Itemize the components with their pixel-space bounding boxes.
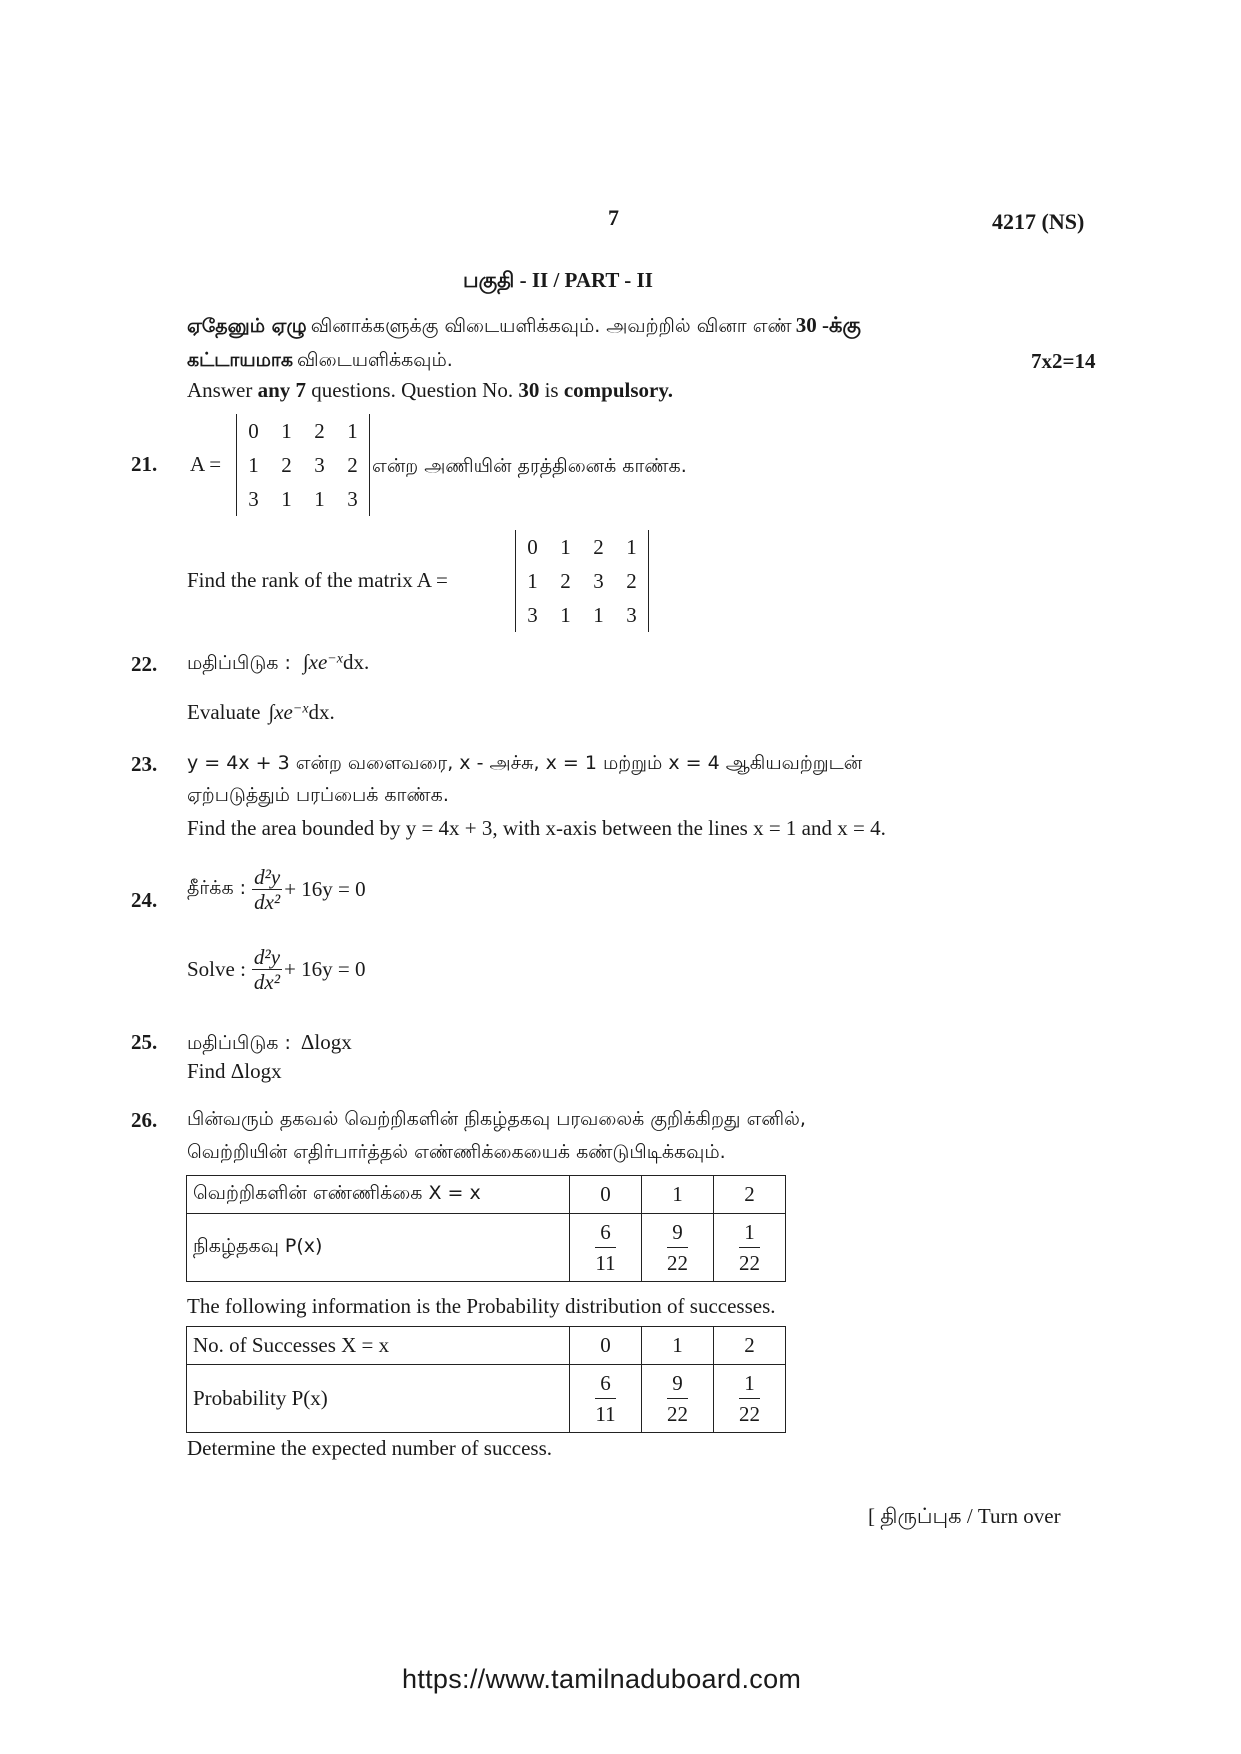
matrix-cell: 1 (314, 486, 325, 511)
matrix-cell: 0 (248, 418, 259, 443)
table-row-label: Probability P(x) (187, 1365, 570, 1433)
question-number: 24. (131, 888, 158, 912)
q25-english: Find Δlogx (187, 1059, 282, 1083)
text: Answer (187, 378, 253, 402)
table-row (187, 1365, 786, 1433)
matrix-row (516, 530, 648, 564)
instruction-number: 30 -க்கு (795, 313, 861, 337)
fraction (739, 1368, 760, 1429)
matrix-cell: 1 (626, 534, 637, 559)
table-cell: 2 (714, 1327, 786, 1365)
equation-rest: + 16y = 0 (284, 877, 366, 901)
derivative-fraction (252, 865, 282, 914)
q25-tamil (187, 1030, 352, 1057)
q26-tamil-line2: வெற்றியின் எதிர்பார்த்தல் எண்ணிக்கையைக் கண்டுபிடிக்கவும். (187, 1141, 726, 1163)
table-row-label: வெற்றிகளின் எண்ணிக்கை X = x (187, 1176, 570, 1214)
fraction-numerator: 1 (739, 1217, 760, 1248)
differential: dx. (342, 650, 370, 674)
fraction (739, 1217, 760, 1278)
matrix-cell: 2 (593, 534, 604, 559)
matrix-label: A = (190, 452, 222, 476)
matrix-row (516, 598, 648, 632)
table-row (187, 1327, 786, 1365)
fraction (595, 1368, 615, 1429)
matrix-row (237, 448, 369, 482)
table-cell (642, 1214, 714, 1282)
fraction-denominator: 22 (739, 1251, 760, 1275)
table-row-label: No. of Successes X = x (187, 1327, 570, 1365)
q21-tamil-text: என்ற அணியின் தரத்தினைக் காண்க. (372, 455, 687, 477)
matrix-cell: 3 (626, 602, 637, 627)
q23-tamil-line1: y = 4x + 3 என்ற வளைவரை, x - அச்சு, x = 1 மற்றும் x = 4 ஆகியவற்றுடன் (187, 752, 863, 774)
matrix-cell: 3 (593, 568, 604, 593)
derivative-fraction (252, 945, 282, 994)
fraction (667, 1217, 688, 1278)
q21-english-text: Find the rank of the matrix A = (187, 568, 448, 592)
text-bold: 30 (518, 378, 540, 402)
probability-table-tamil (186, 1175, 786, 1282)
question-label: தீர்க்க : (187, 877, 247, 899)
question-label: Evaluate (187, 700, 261, 724)
table-cell (570, 1214, 642, 1282)
fraction (595, 1217, 615, 1278)
fraction-denominator: 11 (595, 1402, 616, 1426)
fraction (667, 1368, 688, 1429)
table-cell: 0 (570, 1176, 642, 1214)
matrix-cell: 1 (248, 452, 259, 477)
matrix-cell: 1 (593, 602, 604, 627)
fraction-numerator: d²y (254, 865, 281, 889)
matrix-cell: 1 (281, 418, 292, 443)
instruction-bold: ஏதேனும் ஏழு (187, 315, 307, 337)
matrix-cell: 2 (560, 568, 571, 593)
q24-english (187, 945, 365, 994)
probability-table-english (186, 1326, 786, 1433)
page-number: 7 (608, 205, 619, 230)
integral: ∫xe (302, 650, 328, 674)
matrix-cell: 0 (527, 534, 538, 559)
question-number: 25. (131, 1030, 158, 1054)
fraction-denominator: 22 (667, 1251, 688, 1275)
question-number: 22. (131, 652, 158, 676)
marks: 7x2=14 (1031, 349, 1096, 373)
exponent: −x (327, 651, 343, 667)
question-label: மதிப்பிடுக : (187, 652, 291, 674)
paper-code: 4217 (NS) (992, 209, 1085, 234)
q26-english-task: Determine the expected number of success. (187, 1436, 553, 1460)
differential: dx. (308, 700, 335, 724)
table-cell (714, 1365, 786, 1433)
question-number: 21. (131, 452, 158, 476)
expression: Δlogx (300, 1030, 352, 1054)
table-row-label: நிகழ்தகவு P(x) (187, 1214, 570, 1282)
text-bold: compulsory. (563, 378, 673, 402)
q23-english: Find the area bounded by y = 4x + 3, with x-axis between the lines x = 1 and x = 4. (187, 816, 886, 840)
fraction-numerator: 9 (667, 1368, 688, 1399)
instruction-text: விடையளிக்கவும். (296, 349, 453, 371)
matrix-row (237, 414, 369, 448)
instruction-text: வினாக்களுக்கு விடையளிக்கவும். அவற்றில் வினா எண் (310, 315, 792, 337)
fraction-numerator: d²y (253, 945, 281, 969)
table-cell (570, 1365, 642, 1433)
table-cell: 2 (714, 1176, 786, 1214)
equation-rest: + 16y = 0 (284, 957, 366, 981)
table-cell: 1 (642, 1176, 714, 1214)
question-label: மதிப்பிடுக : (187, 1032, 291, 1054)
question-number: 26. (131, 1108, 158, 1132)
q26-english-intro: The following information is the Probability distribution of successes. (187, 1294, 776, 1318)
fraction-numerator: 6 (595, 1217, 615, 1248)
matrix-cell: 3 (248, 486, 259, 511)
table-cell: 0 (570, 1327, 642, 1365)
table-cell: 1 (642, 1327, 714, 1365)
matrix-cell: 2 (281, 452, 292, 477)
exponent: −x (292, 701, 309, 717)
fraction-denominator: dx² (253, 970, 281, 994)
fraction-denominator: 22 (739, 1402, 760, 1426)
section-title: பகுதி - II / PART - II (463, 268, 653, 292)
fraction-numerator: 6 (595, 1368, 615, 1399)
matrix-cell: 2 (626, 568, 637, 593)
matrix-cell: 1 (281, 486, 292, 511)
footer-url[interactable]: https://www.tamilnaduboard.com (402, 1664, 802, 1694)
fraction-denominator: 11 (595, 1251, 616, 1275)
q22-tamil (187, 650, 369, 677)
text: questions. Question No. (311, 378, 514, 402)
matrix (515, 530, 649, 632)
matrix-cell: 3 (314, 452, 325, 477)
fraction-numerator: 9 (667, 1217, 688, 1248)
matrix-cell: 2 (347, 452, 358, 477)
matrix-cell: 2 (314, 418, 325, 443)
instructions-english (187, 378, 673, 403)
table-cell (642, 1365, 714, 1433)
matrix-cell: 1 (560, 602, 571, 627)
matrix-row (516, 564, 648, 598)
fraction-denominator: 22 (667, 1402, 688, 1426)
table-cell (714, 1214, 786, 1282)
integral: ∫xe (268, 700, 293, 724)
q26-tamil-line1: பின்வரும் தகவல் வெற்றிகளின் நிகழ்தகவு பரவலைக் குறிக்கிறது எனில், (187, 1108, 806, 1130)
instruction-bold: கட்டாயமாக (187, 349, 293, 371)
instructions-tamil-line2 (187, 349, 453, 374)
instructions-tamil-line1 (187, 313, 1057, 340)
question-label: Solve : (187, 957, 246, 981)
text: is (544, 378, 559, 402)
table-row (187, 1214, 786, 1282)
table-row (187, 1176, 786, 1214)
q24-tamil (187, 865, 366, 914)
question-number: 23. (131, 752, 158, 776)
fraction-denominator: dx² (254, 890, 281, 914)
matrix-row (237, 482, 369, 516)
q22-english (187, 700, 335, 725)
matrix-cell: 3 (527, 602, 538, 627)
matrix (236, 414, 370, 516)
turn-over: [ திருப்புக / Turn over (868, 1504, 1061, 1528)
matrix-cell: 1 (560, 534, 571, 559)
matrix-cell: 1 (347, 418, 358, 443)
fraction-numerator: 1 (739, 1368, 760, 1399)
text-bold: any 7 (257, 378, 307, 402)
q23-tamil-line2: ஏற்படுத்தும் பரப்பைக் காண்க. (187, 784, 449, 806)
matrix-cell: 3 (347, 486, 358, 511)
matrix-cell: 1 (527, 568, 538, 593)
